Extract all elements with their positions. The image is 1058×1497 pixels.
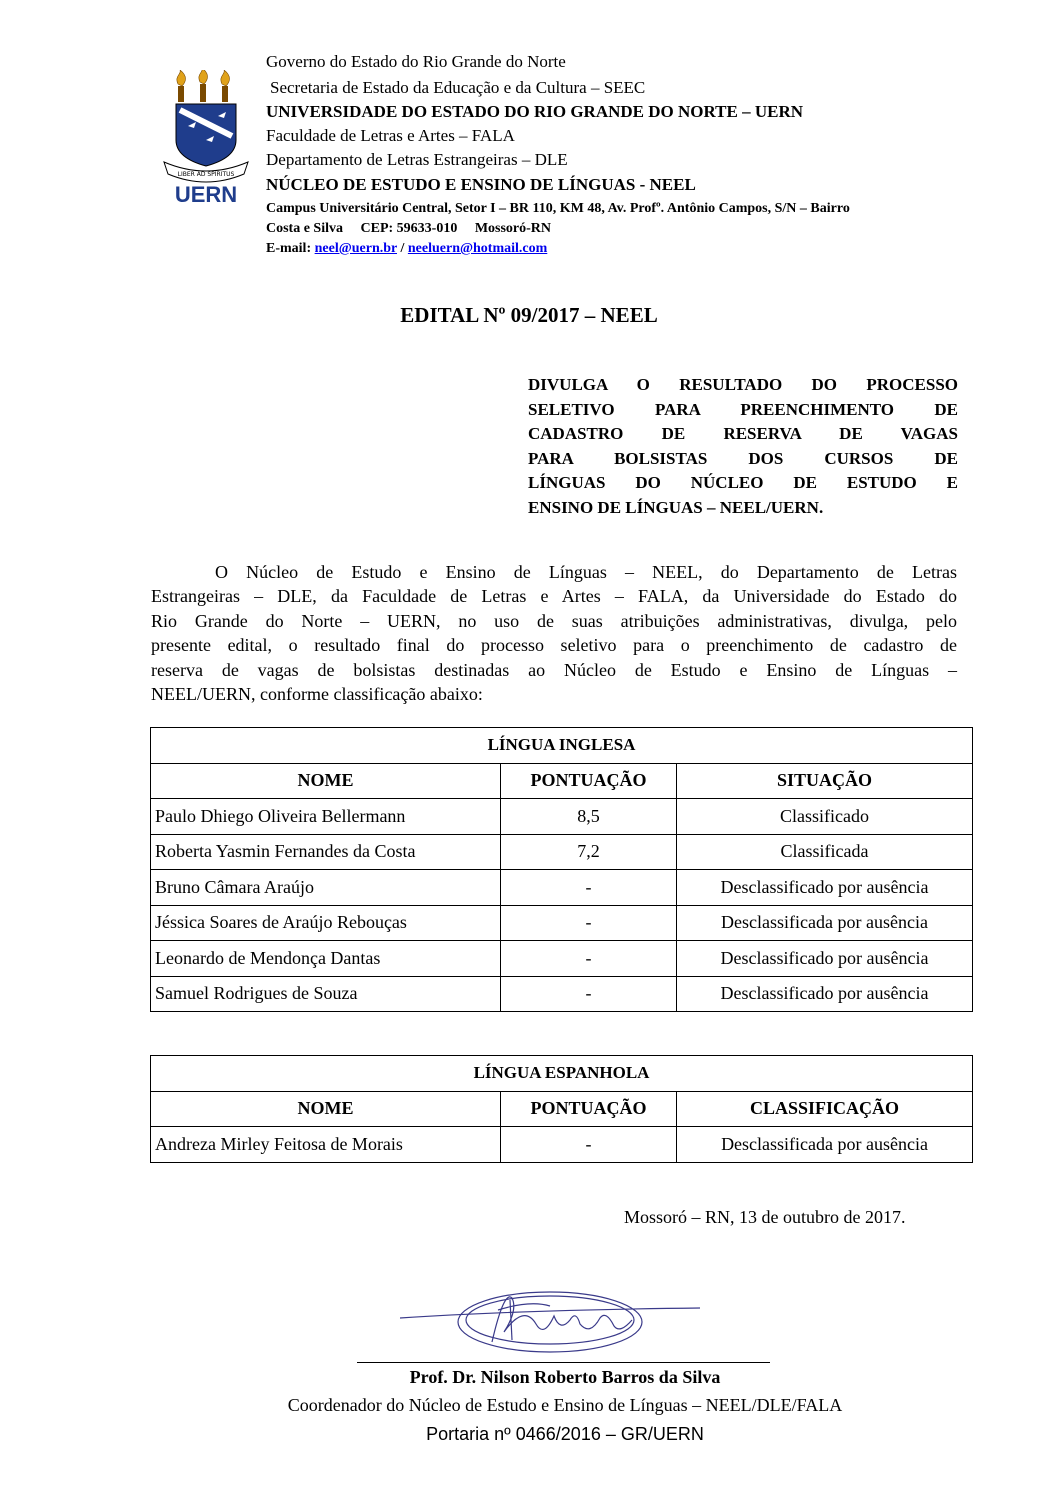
header-line-government: Governo do Estado do Rio Grande do Norte <box>266 52 566 71</box>
edital-title: EDITAL Nº 09/2017 – NEEL <box>400 303 658 327</box>
table-row <box>151 1127 973 1163</box>
column-header-status: SITUAÇÃO <box>677 763 973 799</box>
cell-name: Paulo Dhiego Oliveira Bellermann <box>151 799 501 835</box>
cell-score: - <box>501 1127 677 1163</box>
email-separator: / <box>396 241 408 256</box>
cell-status: Desclassificado por ausência <box>677 870 973 906</box>
cell-name: Roberta Yasmin Fernandes da Costa <box>151 834 501 870</box>
ementa-line: CADASTRO DE RESERVA DE VAGAS <box>528 424 958 443</box>
cell-status: Desclassificado por ausência <box>677 941 973 977</box>
table-row <box>151 976 973 1012</box>
cell-score: 7,2 <box>501 834 677 870</box>
cell-status: Desclassificada por ausência <box>677 905 973 941</box>
header-address-line2: Costa e Silva CEP: 59633-010 Mossoró-RN <box>266 221 552 236</box>
date-line: Mossoró – RN, 13 de outubro de 2017. <box>624 1207 906 1227</box>
ementa-block <box>528 373 958 520</box>
column-header-score: PONTUAÇÃO <box>501 1091 677 1127</box>
ementa-line: LÍNGUAS DO NÚCLEO DE ESTUDO E <box>528 473 958 492</box>
cell-name: Bruno Câmara Araújo <box>151 870 501 906</box>
cell-score: - <box>501 941 677 977</box>
cell-score: - <box>501 976 677 1012</box>
header-line-university: UNIVERSIDADE DO ESTADO DO RIO GRANDE DO NORTE – UERN <box>266 102 804 121</box>
header-email-line <box>266 239 547 259</box>
cell-status: Desclassificada por ausência <box>677 1127 973 1163</box>
table-row <box>151 870 973 906</box>
cell-score: 8,5 <box>501 799 677 835</box>
body-line: Estrangeiras – DLE, da Faculdade de Letras e Artes – FALA, da Universidade do Estado do <box>151 586 957 607</box>
body-line: reserva de vagas de bolsistas destinadas ao Núcleo de Estudo e Ensino de Línguas – <box>151 659 957 680</box>
cell-status: Classificada <box>677 834 973 870</box>
cell-name: Leonardo de Mendonça Dantas <box>151 941 501 977</box>
cell-score: - <box>501 870 677 906</box>
body-line: NEEL/UERN, conforme classificação abaixo: <box>151 684 483 705</box>
svg-text:LIBER AD SPIRITUS: LIBER AD SPIRITUS <box>177 171 235 178</box>
handwritten-signature <box>400 1280 700 1360</box>
column-header-name: NOME <box>151 763 501 799</box>
column-header-name: NOME <box>151 1091 501 1127</box>
cell-name: Samuel Rodrigues de Souza <box>151 976 501 1012</box>
table-caption: LÍNGUA ESPANHOLA <box>151 1056 973 1092</box>
cell-status: Classificado <box>677 799 973 835</box>
email-link-hotmail[interactable]: neeluern@hotmail.com <box>407 241 548 256</box>
signature-line <box>357 1362 770 1363</box>
cell-score: - <box>501 905 677 941</box>
table-row <box>151 905 973 941</box>
email-link-neel[interactable]: neel@uern.br <box>314 241 397 256</box>
header-line-secretariat: Secretaria de Estado da Educação e da Cultura – SEEC <box>270 78 646 97</box>
body-line: presente edital, o resultado final do processo seletivo para o preenchimento de cadastro de <box>151 635 957 656</box>
uern-logo <box>160 70 252 210</box>
results-table-english <box>150 727 973 1012</box>
email-label: E-mail: <box>266 241 315 256</box>
results-table-spanish <box>150 1055 973 1163</box>
column-header-classification: CLASSIFICAÇÃO <box>677 1091 973 1127</box>
signer-name: Prof. Dr. Nilson Roberto Barros da Silva <box>409 1367 721 1387</box>
header-line-department: Departamento de Letras Estrangeiras – DLE <box>266 150 568 169</box>
cell-name: Jéssica Soares de Araújo Rebouças <box>151 905 501 941</box>
header-address-line1: Campus Universitário Central, Setor I – BR 110, KM 48, Av. Profº. Antônio Campos, S/N – Bairro <box>266 201 850 216</box>
table-row <box>151 834 973 870</box>
body-line: O Núcleo de Estudo e Ensino de Línguas – NEEL, do Departamento de Letras <box>215 562 957 582</box>
ementa-line: ENSINO DE LÍNGUAS – NEEL/UERN. <box>528 497 824 517</box>
body-paragraph <box>151 560 957 706</box>
table-caption: LÍNGUA INGLESA <box>151 728 973 764</box>
ementa-line: SELETIVO PARA PREENCHIMENTO DE <box>528 399 958 419</box>
cell-status: Desclassificado por ausência <box>677 976 973 1012</box>
portaria-reference: Portaria nº 0466/2016 – GR/UERN <box>426 1424 704 1444</box>
column-header-score: PONTUAÇÃO <box>501 763 677 799</box>
signer-role: Coordenador do Núcleo de Estudo e Ensino de Línguas – NEEL/DLE/FALA <box>287 1395 843 1415</box>
svg-text:UERN: UERN <box>174 182 238 207</box>
body-line: Rio Grande do Norte – UERN, no uso de suas atribuições administrativas, divulga, pelo <box>151 610 957 631</box>
ementa-line: PARA BOLSISTAS DOS CURSOS DE <box>528 448 958 468</box>
header-line-neel: NÚCLEO DE ESTUDO E ENSINO DE LÍNGUAS - NEEL <box>266 175 696 194</box>
ementa-line: DIVULGA O RESULTADO DO PROCESSO <box>528 375 958 394</box>
table-row <box>151 799 973 835</box>
cell-name: Andreza Mirley Feitosa de Morais <box>151 1127 501 1163</box>
header-line-faculty: Faculdade de Letras e Artes – FALA <box>266 126 515 145</box>
table-row <box>151 941 973 977</box>
